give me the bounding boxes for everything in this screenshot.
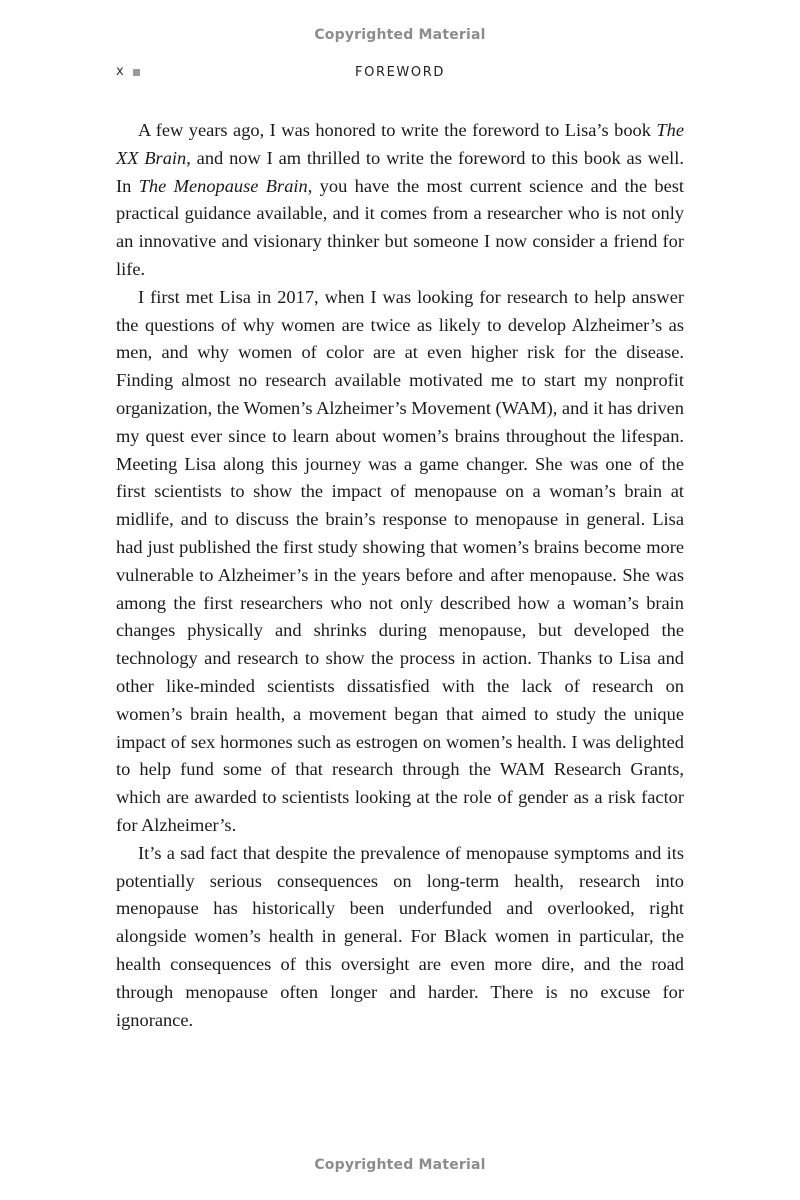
- page-number: x: [116, 64, 125, 79]
- running-head: [116, 64, 684, 84]
- text-run: It’s a sad fact that despite the prevalence of menopause symptoms and its potentially serious consequences on long-term health, research into menopause has historically been underfunded and overlooked, right alongside women’s health in general. For Black women in particular, the health consequences of this oversight are even more dire, and the road through menopause often longer and harder. There is no excuse for ignorance.: [116, 842, 684, 1030]
- body-text: [116, 117, 684, 1034]
- copyright-watermark-bottom: Copyrighted Material: [314, 1157, 486, 1173]
- paragraph: [116, 840, 684, 1035]
- book-title-italic: The Menopause Brain: [138, 175, 308, 196]
- book-title-italic: The XX Brain: [116, 120, 684, 168]
- paragraph: [116, 284, 684, 840]
- text-run: A few years ago, I was honored to write the foreword to Lisa’s book: [138, 120, 657, 140]
- section-title: FOREWORD: [355, 65, 445, 80]
- text-run: , you have the most current science and the best practical guidance available, and it comes from a researcher who is not only an innovative and visionary thinker but someone I now consider a friend for life.: [116, 175, 685, 279]
- text-run: I first met Lisa in 2017, when I was looking for research to help answer the questions of why women are twice as likely to develop Alzheimer’s as men, and why women of color are at even higher risk for the disease. Finding almost no research available motivated me to start my nonprofit organization, the Women’s Alzheimer’s Movement (WAM), and it has driven my quest ever since to learn about women’s brains throughout the lifespan. Meeting Lisa along this journey was a game changer. She was one of the first scientists to show the impact of menopause on a woman’s brain at midlife, and to discuss the brain’s response to menopause in general. Lisa had just published the first study showing that women’s brains become more vulnerable to Alzheimer’s in the years before and after menopause. She was among the first researchers who not only described how a woman’s brain changes physically and shrinks during menopause, but developed the technology and research to show the process in action. Thanks to Lisa and other like-minded scientists dissatisfied with the lack of research on women’s brain health, a movement began that aimed to study the unique impact of sex hormones such as estrogen on women’s health. I was delighted to help fund some of that research through the WAM Research Grants, which are awarded to scientists looking at the role of gender as a risk factor for Alzheimer’s.: [116, 286, 684, 835]
- text-run: , and now I am thrilled to write the foreword to this book as well. In: [116, 147, 684, 196]
- paragraph: [116, 117, 684, 284]
- copyright-watermark-top: Copyrighted Material: [314, 27, 486, 43]
